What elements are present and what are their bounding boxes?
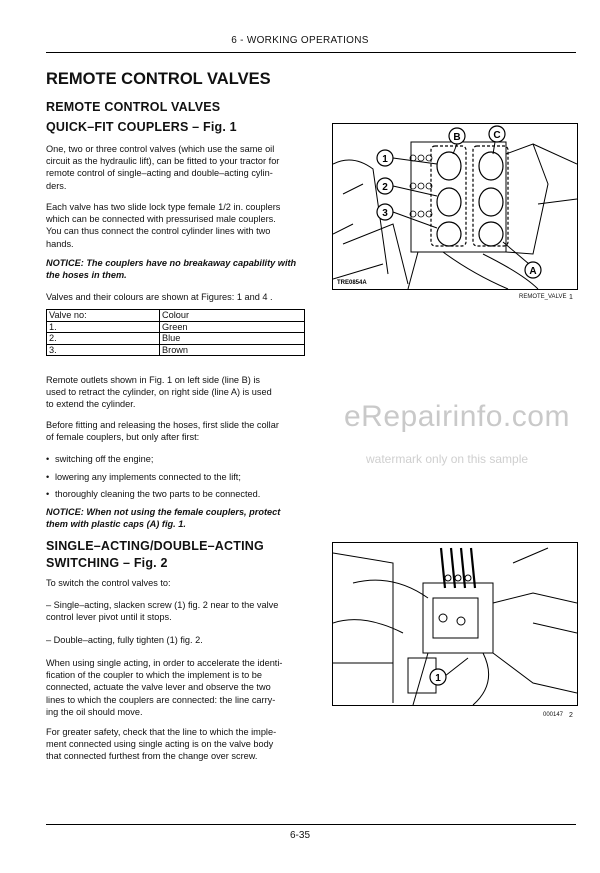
single-acting-paragraph: – Single–acting, slacken screw (1) fig. 2 near to the valve control lever pivot until it stops. [46,600,279,623]
table-row [47,344,305,356]
identification-paragraph: When using single acting, in order to accelerate the identi- fication of the coupler to which the implement is to be connected, actuate the valve lever and observe the two lines to which the couplers are connected: the line carry- ing the oil should move. [46,658,283,717]
figure-2-switching [332,542,578,706]
quickfit-paragraph-2: Each valve has two slide lock type female 1/2 in. couplers which can be connected with pressurised male couplers. You can thus connect the control cylinder lines with two hands. [46,202,281,249]
table-cell: Green [160,321,305,333]
switch-intro: To switch the control valves to: [46,578,171,588]
footer-rule [46,824,576,825]
label-1: 1 [435,673,441,684]
label-1: 1 [382,154,388,165]
figure-2-number: 2 [569,712,573,719]
valves-intro: Valves and their colours are shown at Figures: 1 and 4 . [46,292,273,302]
figure-1-caption: REMOTE_VALVE [519,294,567,300]
label-2: 2 [382,182,388,193]
header-rule [46,52,576,53]
table-header-cell: Colour [160,310,305,322]
label-b: B [453,132,461,143]
valve-colour-table [46,309,305,356]
figure-1-number: 1 [569,294,573,301]
label-c: C [493,130,501,141]
label-3: 3 [382,208,388,219]
table-cell: Brown [160,344,305,356]
section-header: 6 - WORKING OPERATIONS [231,35,369,46]
section-subtitle: REMOTE CONTROL VALVES [46,100,221,114]
fitting-paragraph: Before fitting and releasing the hoses, first slide the collar of female couplers, but only after first: [46,420,279,443]
label-a: A [529,266,537,277]
page-number: 6-35 [289,830,310,841]
single-heading-line-1: SINGLE–ACTING/DOUBLE–ACTING [46,539,264,553]
table-cell: 2. [47,333,160,345]
table-header-row [47,310,305,322]
watermark-main: eRepairinfo.com [344,400,570,433]
table-row [47,333,305,345]
quickfit-notice-2: NOTICE: When not using the female couplers, protect them with plastic caps (A) fig. 1. [46,507,281,530]
coupler-illustration [333,124,577,289]
figure-2-caption: 000147 [543,712,564,718]
double-acting-paragraph: – Double–acting, fully tighten (1) fig. 2. [46,635,203,645]
remote-outlets-paragraph: Remote outlets shown in Fig. 1 on left side (line B) is used to retract the cylinder, on right side (line A) is used to extend the cylinder. [46,375,272,410]
quickfit-paragraph-1: One, two or three control valves (which use the same oil circuit as the hydraulic lift), can be fitted to your tractor for remote control of single–acting and double–acting cylin- ders. [46,144,280,191]
callout-leader [445,658,468,676]
safety-paragraph: For greater safety, check that the line to which the imple- ment connected using single acting is on the valve body that connected furthest from the change over screw. [46,727,277,762]
switching-illustration [333,543,577,705]
figure-1-couplers [332,123,578,290]
quickfit-notice: NOTICE: The couplers have no breakaway capability with the hoses in them. [46,258,297,281]
page-title: REMOTE CONTROL VALVES [46,70,271,88]
single-heading-line-2: SWITCHING – Fig. 2 [46,556,168,570]
figure-1-code: TRE0854A [337,280,367,286]
table-row [47,321,305,333]
watermark-sub: watermark only on this sample [366,452,529,466]
quickfit-heading: QUICK–FIT COUPLERS – Fig. 1 [46,120,237,134]
table-cell: Blue [160,333,305,345]
table-header-cell: Valve no: [47,310,160,322]
table-cell: 1. [47,321,160,333]
table-cell: 3. [47,344,160,356]
